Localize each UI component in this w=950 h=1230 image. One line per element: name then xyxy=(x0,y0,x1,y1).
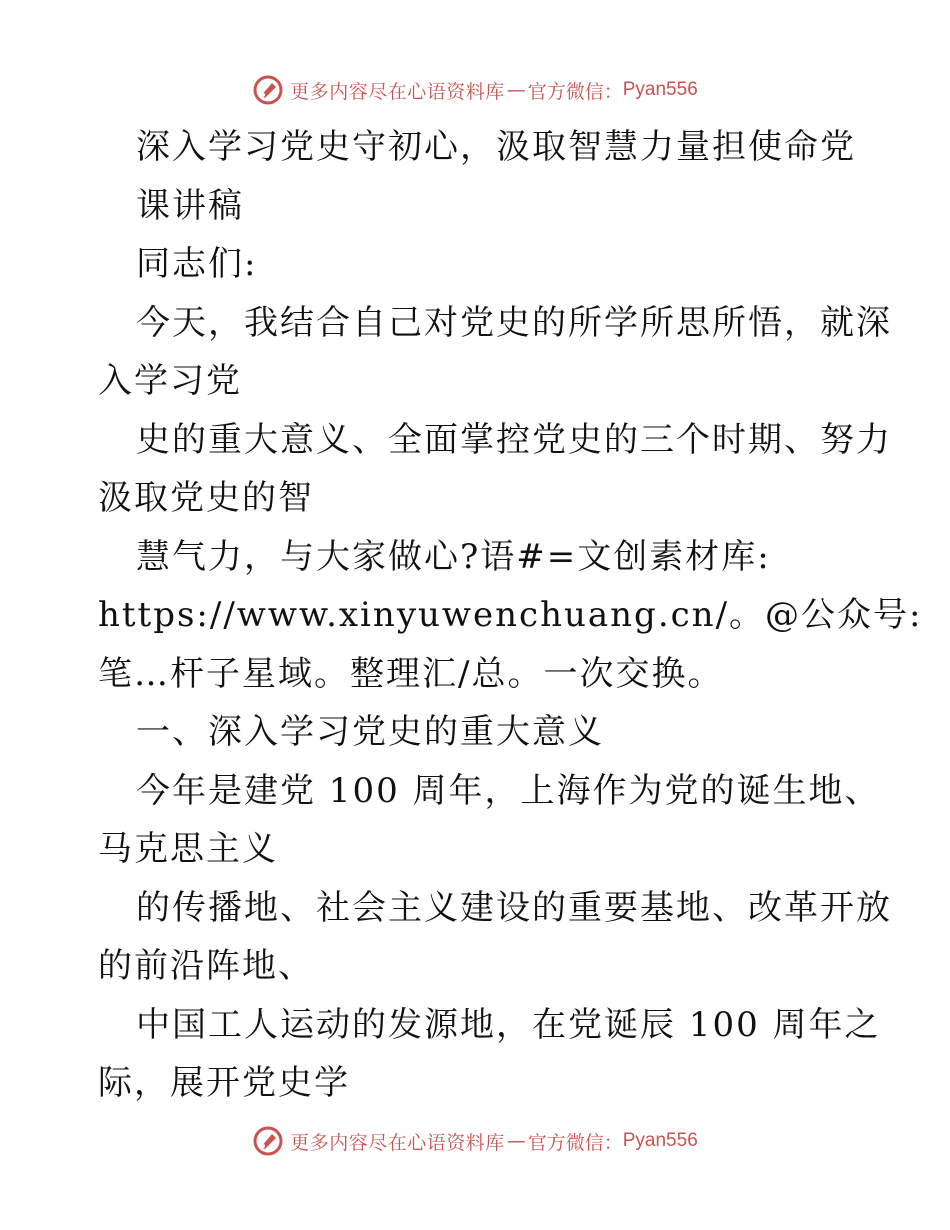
pen-nib-logo-icon xyxy=(252,74,284,106)
doc-paragraph-line: 史的重大意义、全面掌控党史的三个时期、努力 xyxy=(136,419,892,460)
doc-paragraph-line: 今年是建党 100 周年，上海作为党的诞生地、 xyxy=(136,770,881,811)
doc-paragraph-line: 入学习党 xyxy=(98,361,242,401)
watermark-dash: — xyxy=(506,79,526,101)
watermark-wechat-label: 官方微信： xyxy=(527,80,623,103)
doc-paragraph-line: 马克思主义 xyxy=(98,829,278,869)
doc-paragraph-line: 中国工人运动的发源地，在党诞辰 100 周年之 xyxy=(136,1004,881,1045)
watermark-site-text: 更多内容尽在心语资料库 xyxy=(290,1131,505,1154)
header-watermark xyxy=(0,70,950,110)
doc-title-line-1: 深入学习党史守初心，汲取智慧力量担使命党 xyxy=(136,127,856,167)
watermark-dash: — xyxy=(506,1130,526,1152)
doc-section-heading: 一、深入学习党史的重大意义 xyxy=(136,712,604,752)
doc-salutation: 同志们: xyxy=(136,244,258,284)
doc-paragraph-line: 慧气力，与大家做心?语#=文创素材库: xyxy=(136,536,771,577)
doc-url-line: https://www.xinyuwenchuang.cn/。@公众号: xyxy=(98,595,923,635)
watermark-wechat-label: 官方微信： xyxy=(527,1131,623,1154)
document-body xyxy=(98,118,923,1113)
watermark-wechat-id: Pyan556 xyxy=(622,1130,698,1151)
pen-nib-logo-icon xyxy=(252,1125,284,1157)
watermark-site-text: 更多内容尽在心语资料库 xyxy=(290,80,505,103)
doc-paragraph-line: 汲取党史的智 xyxy=(98,478,314,518)
watermark-wechat-id: Pyan556 xyxy=(622,79,698,100)
doc-title-line-2: 课讲稿 xyxy=(136,185,244,226)
footer-watermark xyxy=(0,1121,950,1161)
doc-paragraph-line: 的前沿阵地、 xyxy=(98,946,314,986)
doc-paragraph-line: 际，展开党史学 xyxy=(98,1063,350,1103)
doc-paragraph-line: 今天，我结合自己对党史的所学所思所悟，就深 xyxy=(136,302,892,343)
doc-paragraph-line: 笔…杆子星域。整理汇/总。一次交换。 xyxy=(98,653,724,694)
doc-paragraph-line: 的传播地、社会主义建设的重要基地、改革开放 xyxy=(136,887,892,928)
